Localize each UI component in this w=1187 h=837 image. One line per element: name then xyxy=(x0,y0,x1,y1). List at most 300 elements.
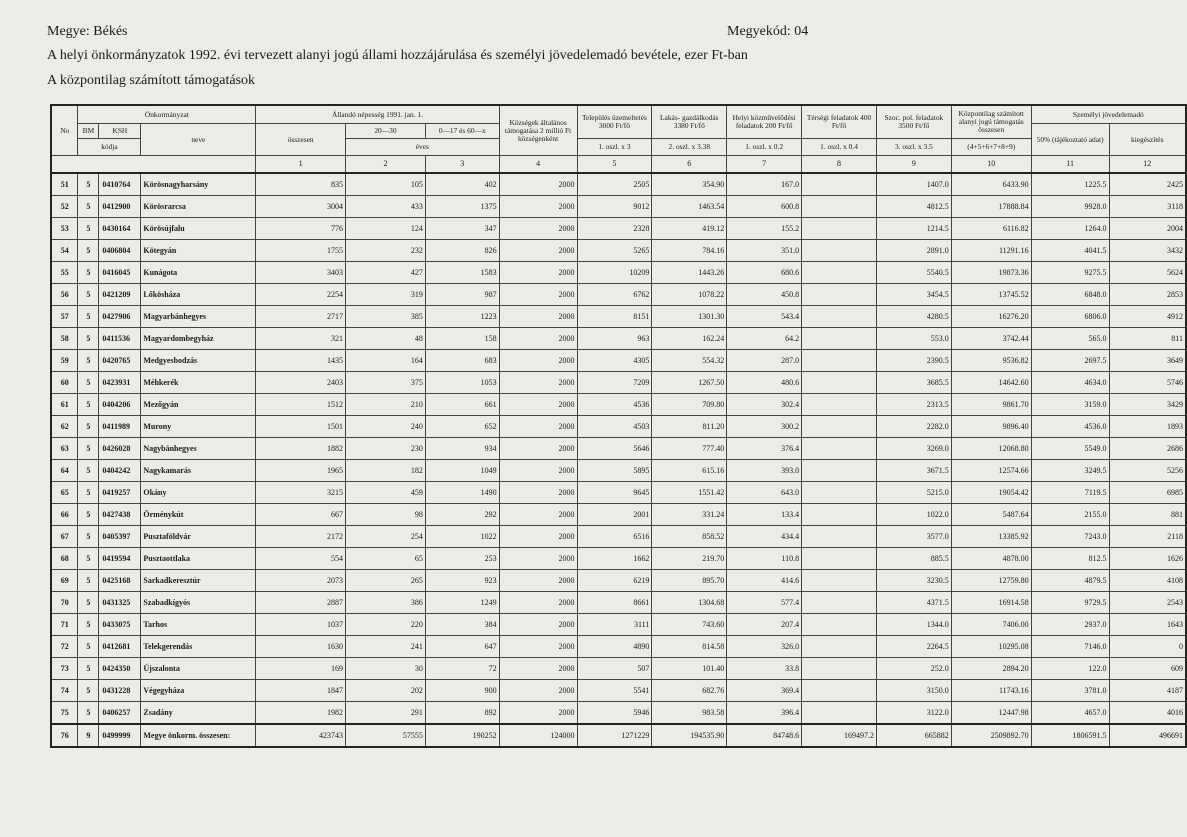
cell-telepules: 4305 xyxy=(577,350,652,372)
cell-bm: 5 xyxy=(78,438,99,460)
table-row xyxy=(51,284,1186,306)
cell-kieg: 0 xyxy=(1109,636,1186,658)
cell-osszesen: 1882 xyxy=(256,438,346,460)
cell-szja-50: 7146.0 xyxy=(1031,636,1109,658)
table-row xyxy=(51,240,1186,262)
cell-kieg: 811 xyxy=(1109,328,1186,350)
cell-age-0-17: 652 xyxy=(425,416,499,438)
cell-kozp: 3742.44 xyxy=(951,328,1031,350)
cell-age-20-30: 124 xyxy=(346,218,426,240)
cell-helyi: 302.4 xyxy=(727,394,802,416)
cell-kieg: 1626 xyxy=(1109,548,1186,570)
cell-kozp: 12447.98 xyxy=(951,702,1031,725)
cell-helyi: 480.6 xyxy=(727,372,802,394)
cell-tersegi xyxy=(802,306,877,328)
cell-helyi: 84748.6 xyxy=(727,724,802,747)
cell-kozsegek: 2000 xyxy=(499,702,577,725)
cell-ksh: 0499999 xyxy=(99,724,141,747)
cell-bm: 5 xyxy=(78,240,99,262)
cell-osszesen: 2403 xyxy=(256,372,346,394)
cell-kozsegek: 2000 xyxy=(499,196,577,218)
cell-telepules: 2505 xyxy=(577,173,652,196)
cell-age-20-30: 220 xyxy=(346,614,426,636)
cell-name: Pusztaottlaka xyxy=(141,548,256,570)
cell-age-20-30: 48 xyxy=(346,328,426,350)
cell-kieg: 2543 xyxy=(1109,592,1186,614)
cell-osszesen: 1512 xyxy=(256,394,346,416)
cell-kozsegek: 2000 xyxy=(499,173,577,196)
cell-telepules: 5895 xyxy=(577,460,652,482)
cell-name: Okány xyxy=(141,482,256,504)
cell-name: Magyardombegyház xyxy=(141,328,256,350)
cell-age-0-17: 987 xyxy=(425,284,499,306)
cell-name: Mezőgyán xyxy=(141,394,256,416)
col-kozp-header: Központilag számított alanyi jogú támogatás összesen xyxy=(951,105,1031,139)
cell-telepules: 6516 xyxy=(577,526,652,548)
cell-bm: 5 xyxy=(78,592,99,614)
cell-kozsegek: 2000 xyxy=(499,306,577,328)
cell-osszesen: 1755 xyxy=(256,240,346,262)
cell-lakas: 331.24 xyxy=(652,504,727,526)
cell-age-0-17: 923 xyxy=(425,570,499,592)
cell-kozp: 16276.20 xyxy=(951,306,1031,328)
cell-age-20-30: 265 xyxy=(346,570,426,592)
cell-tersegi xyxy=(802,504,877,526)
cell-telepules: 7209 xyxy=(577,372,652,394)
cell-szja-50: 9729.5 xyxy=(1031,592,1109,614)
cell-age-20-30: 202 xyxy=(346,680,426,702)
cell-name: Nagybánhegyes xyxy=(141,438,256,460)
cell-kieg: 496691 xyxy=(1109,724,1186,747)
col-lakas-formula: 2. oszl. x 3.38 xyxy=(652,139,727,156)
cell-kieg: 4016 xyxy=(1109,702,1186,725)
cell-szja-50: 3249.5 xyxy=(1031,460,1109,482)
cell-no: 52 xyxy=(51,196,78,218)
cell-kieg: 3118 xyxy=(1109,196,1186,218)
cell-telepules: 6219 xyxy=(577,570,652,592)
cell-ksh: 0427438 xyxy=(99,504,141,526)
cell-lakas: 682.76 xyxy=(652,680,727,702)
col-szja-50-header: 50% (tájékoztató adat) xyxy=(1031,124,1109,156)
cell-age-20-30: 385 xyxy=(346,306,426,328)
col-number: 8 xyxy=(802,156,877,174)
cell-age-20-30: 386 xyxy=(346,592,426,614)
cell-osszesen: 1982 xyxy=(256,702,346,725)
col-number: 7 xyxy=(727,156,802,174)
cell-telepules: 4503 xyxy=(577,416,652,438)
cell-age-20-30: 232 xyxy=(346,240,426,262)
cell-kozsegek: 2000 xyxy=(499,416,577,438)
cell-kozp: 12574.66 xyxy=(951,460,1031,482)
cell-no: 55 xyxy=(51,262,78,284)
cell-szoc: 252.0 xyxy=(876,658,951,680)
cell-tersegi xyxy=(802,196,877,218)
cell-telepules: 1271229 xyxy=(577,724,652,747)
cell-age-0-17: 647 xyxy=(425,636,499,658)
cell-kozsegek: 2000 xyxy=(499,218,577,240)
cell-telepules: 2328 xyxy=(577,218,652,240)
cell-szoc: 5540.5 xyxy=(876,262,951,284)
cell-lakas: 709.80 xyxy=(652,394,727,416)
cell-szoc: 5215.0 xyxy=(876,482,951,504)
cell-telepules: 3111 xyxy=(577,614,652,636)
cell-ksh: 0431325 xyxy=(99,592,141,614)
cell-osszesen: 2717 xyxy=(256,306,346,328)
cell-lakas: 101.40 xyxy=(652,658,727,680)
cell-age-20-30: 240 xyxy=(346,416,426,438)
cell-bm: 5 xyxy=(78,416,99,438)
cell-helyi: 110.8 xyxy=(727,548,802,570)
cell-kozp: 2894.20 xyxy=(951,658,1031,680)
cell-tersegi xyxy=(802,372,877,394)
cell-age-0-17: 934 xyxy=(425,438,499,460)
cell-ksh: 0433075 xyxy=(99,614,141,636)
cell-helyi: 434.4 xyxy=(727,526,802,548)
county-label: Megye: Békés xyxy=(47,24,128,39)
cell-helyi: 133.4 xyxy=(727,504,802,526)
cell-age-20-30: 30 xyxy=(346,658,426,680)
cell-osszesen: 776 xyxy=(256,218,346,240)
cell-name: Lőkösháza xyxy=(141,284,256,306)
cell-kozsegek: 2000 xyxy=(499,372,577,394)
cell-name: Szabadkígyós xyxy=(141,592,256,614)
cell-szoc: 2891.0 xyxy=(876,240,951,262)
cell-szja-50: 5549.0 xyxy=(1031,438,1109,460)
cell-lakas: 219.70 xyxy=(652,548,727,570)
cell-age-0-17: 292 xyxy=(425,504,499,526)
cell-szoc: 4280.5 xyxy=(876,306,951,328)
cell-bm: 5 xyxy=(78,284,99,306)
cell-tersegi xyxy=(802,416,877,438)
cell-osszesen: 1435 xyxy=(256,350,346,372)
col-kieg-header: kiegészítés xyxy=(1109,124,1186,156)
table-row xyxy=(51,504,1186,526)
cell-age-0-17: 826 xyxy=(425,240,499,262)
cell-lakas: 554.32 xyxy=(652,350,727,372)
cell-kozp: 11291.16 xyxy=(951,240,1031,262)
cell-ksh: 0416045 xyxy=(99,262,141,284)
cell-osszesen: 1847 xyxy=(256,680,346,702)
cell-tersegi xyxy=(802,570,877,592)
cell-lakas: 1463.54 xyxy=(652,196,727,218)
cell-telepules: 1662 xyxy=(577,548,652,570)
cell-szja-50: 122.0 xyxy=(1031,658,1109,680)
cell-kozp: 17888.84 xyxy=(951,196,1031,218)
cell-lakas: 811.20 xyxy=(652,416,727,438)
col-osszesen-header: összesen xyxy=(256,124,346,156)
cell-name: Méhkerék xyxy=(141,372,256,394)
cell-ksh: 0425168 xyxy=(99,570,141,592)
table-row xyxy=(51,328,1186,350)
cell-osszesen: 1501 xyxy=(256,416,346,438)
cell-bm: 9 xyxy=(78,724,99,747)
cell-age-0-17: 900 xyxy=(425,680,499,702)
cell-szja-50: 1225.5 xyxy=(1031,173,1109,196)
cell-kozsegek: 2000 xyxy=(499,548,577,570)
cell-kieg: 2853 xyxy=(1109,284,1186,306)
cell-lakas: 419.12 xyxy=(652,218,727,240)
cell-kieg: 609 xyxy=(1109,658,1186,680)
cell-osszesen: 554 xyxy=(256,548,346,570)
cell-telepules: 5541 xyxy=(577,680,652,702)
cell-osszesen: 667 xyxy=(256,504,346,526)
cell-kieg: 3649 xyxy=(1109,350,1186,372)
cell-age-20-30: 375 xyxy=(346,372,426,394)
col-szoc-header: Szoc. pol. feladatok 3500 Ft/fő xyxy=(876,105,951,139)
table-row xyxy=(51,658,1186,680)
cell-szoc: 1022.0 xyxy=(876,504,951,526)
cell-bm: 5 xyxy=(78,548,99,570)
cell-ksh: 0419257 xyxy=(99,482,141,504)
cell-telepules: 8661 xyxy=(577,592,652,614)
table-row xyxy=(51,548,1186,570)
cell-szja-50: 4536.0 xyxy=(1031,416,1109,438)
cell-szoc: 2313.5 xyxy=(876,394,951,416)
cell-tersegi xyxy=(802,394,877,416)
cell-helyi: 287.0 xyxy=(727,350,802,372)
cell-szja-50: 9275.5 xyxy=(1031,262,1109,284)
cell-helyi: 64.2 xyxy=(727,328,802,350)
cell-name: Telekgerendás xyxy=(141,636,256,658)
cell-helyi: 543.4 xyxy=(727,306,802,328)
cell-name: Zsadány xyxy=(141,702,256,725)
cell-szoc: 3671.5 xyxy=(876,460,951,482)
cell-kozp: 12759.80 xyxy=(951,570,1031,592)
cell-bm: 5 xyxy=(78,702,99,725)
cell-telepules: 507 xyxy=(577,658,652,680)
cell-kozp: 19873.36 xyxy=(951,262,1031,284)
cell-bm: 5 xyxy=(78,328,99,350)
cell-tersegi xyxy=(802,438,877,460)
col-neve-header: neve xyxy=(141,124,256,156)
cell-lakas: 858.52 xyxy=(652,526,727,548)
cell-telepules: 5646 xyxy=(577,438,652,460)
cell-szja-50: 6806.0 xyxy=(1031,306,1109,328)
cell-bm: 5 xyxy=(78,196,99,218)
col-telepules-formula: 1. oszl. x 3 xyxy=(577,139,652,156)
cell-telepules: 8151 xyxy=(577,306,652,328)
cell-name: Tarhos xyxy=(141,614,256,636)
cell-tersegi xyxy=(802,592,877,614)
cell-helyi: 369.4 xyxy=(727,680,802,702)
col-eves-header: éves xyxy=(346,139,500,156)
cell-helyi: 207.4 xyxy=(727,614,802,636)
col-tersegi-header: Térségi feladatok 400 Ft/fő xyxy=(802,105,877,139)
cell-tersegi xyxy=(802,284,877,306)
cell-szoc: 665882 xyxy=(876,724,951,747)
cell-kozsegek: 2000 xyxy=(499,284,577,306)
cell-szja-50: 1806591.5 xyxy=(1031,724,1109,747)
cell-no: 58 xyxy=(51,328,78,350)
cell-tersegi xyxy=(802,526,877,548)
cell-tersegi xyxy=(802,460,877,482)
cell-age-20-30: 459 xyxy=(346,482,426,504)
cell-bm: 5 xyxy=(78,460,99,482)
cell-tersegi xyxy=(802,548,877,570)
cell-helyi: 351.0 xyxy=(727,240,802,262)
cell-helyi: 450.8 xyxy=(727,284,802,306)
cell-name: Kötegyán xyxy=(141,240,256,262)
cell-age-20-30: 319 xyxy=(346,284,426,306)
cell-kieg: 5624 xyxy=(1109,262,1186,284)
cell-szoc: 4371.5 xyxy=(876,592,951,614)
cell-age-20-30: 182 xyxy=(346,460,426,482)
cell-no: 71 xyxy=(51,614,78,636)
cell-age-20-30: 98 xyxy=(346,504,426,526)
col-number: 6 xyxy=(652,156,727,174)
cell-lakas: 743.60 xyxy=(652,614,727,636)
cell-bm: 5 xyxy=(78,350,99,372)
col-number: 5 xyxy=(577,156,652,174)
cell-osszesen: 3215 xyxy=(256,482,346,504)
cell-tersegi: 169497.2 xyxy=(802,724,877,747)
cell-helyi: 326.0 xyxy=(727,636,802,658)
cell-lakas: 895.70 xyxy=(652,570,727,592)
col-no-header: No xyxy=(51,105,78,156)
cell-no: 57 xyxy=(51,306,78,328)
cell-ksh: 0404242 xyxy=(99,460,141,482)
cell-szoc: 3454.5 xyxy=(876,284,951,306)
cell-age-20-30: 427 xyxy=(346,262,426,284)
table-row xyxy=(51,526,1186,548)
cell-kieg: 1893 xyxy=(1109,416,1186,438)
cell-lakas: 784.16 xyxy=(652,240,727,262)
cell-no: 64 xyxy=(51,460,78,482)
cell-szja-50: 7243.0 xyxy=(1031,526,1109,548)
cell-kozsegek: 124000 xyxy=(499,724,577,747)
county-code-label: Megyekód: 04 xyxy=(727,24,809,39)
cell-lakas: 354.90 xyxy=(652,173,727,196)
document-subtitle: A központilag számított támogatások xyxy=(47,73,256,88)
cell-name: Magyarbánhegyes xyxy=(141,306,256,328)
cell-lakas: 194535.90 xyxy=(652,724,727,747)
cell-kieg: 3432 xyxy=(1109,240,1186,262)
cell-telepules: 9012 xyxy=(577,196,652,218)
col-number-blank xyxy=(51,156,256,174)
cell-kieg: 881 xyxy=(1109,504,1186,526)
table-row xyxy=(51,196,1186,218)
cell-ksh: 0426028 xyxy=(99,438,141,460)
cell-name: Nagykamarás xyxy=(141,460,256,482)
cell-kieg: 5256 xyxy=(1109,460,1186,482)
cell-age-0-17: 1249 xyxy=(425,592,499,614)
col-nepesseg-header: Állandó népesség 1991. jan. 1. xyxy=(256,105,499,124)
table-row xyxy=(51,173,1186,196)
cell-bm: 5 xyxy=(78,636,99,658)
cell-no: 62 xyxy=(51,416,78,438)
cell-kieg: 2004 xyxy=(1109,218,1186,240)
cell-szoc: 3230.5 xyxy=(876,570,951,592)
cell-szoc: 4812.5 xyxy=(876,196,951,218)
cell-lakas: 162.24 xyxy=(652,328,727,350)
cell-kozsegek: 2000 xyxy=(499,504,577,526)
cell-kozp: 14642.60 xyxy=(951,372,1031,394)
cell-helyi: 680.6 xyxy=(727,262,802,284)
table-row xyxy=(51,592,1186,614)
col-helyi-formula: 1. oszl. x 0.2 xyxy=(727,139,802,156)
cell-no: 60 xyxy=(51,372,78,394)
table-row xyxy=(51,702,1186,725)
cell-szja-50: 6848.0 xyxy=(1031,284,1109,306)
cell-tersegi xyxy=(802,173,877,196)
cell-osszesen: 2073 xyxy=(256,570,346,592)
cell-ksh: 0431228 xyxy=(99,680,141,702)
col-number: 3 xyxy=(425,156,499,174)
cell-kozsegek: 2000 xyxy=(499,262,577,284)
cell-tersegi xyxy=(802,614,877,636)
cell-age-20-30: 291 xyxy=(346,702,426,725)
cell-kieg: 4187 xyxy=(1109,680,1186,702)
cell-name: Medgyesbodzás xyxy=(141,350,256,372)
cell-ksh: 0411989 xyxy=(99,416,141,438)
cell-ksh: 0405397 xyxy=(99,526,141,548)
cell-osszesen: 1630 xyxy=(256,636,346,658)
cell-osszesen: 423743 xyxy=(256,724,346,747)
cell-kozp: 2509892.70 xyxy=(951,724,1031,747)
cell-osszesen: 3004 xyxy=(256,196,346,218)
cell-age-0-17: 1053 xyxy=(425,372,499,394)
cell-ksh: 0410764 xyxy=(99,173,141,196)
cell-no: 67 xyxy=(51,526,78,548)
cell-szja-50: 9928.0 xyxy=(1031,196,1109,218)
cell-szja-50: 812.5 xyxy=(1031,548,1109,570)
cell-szoc: 1214.5 xyxy=(876,218,951,240)
cell-szja-50: 3781.0 xyxy=(1031,680,1109,702)
cell-helyi: 577.4 xyxy=(727,592,802,614)
cell-kieg: 4108 xyxy=(1109,570,1186,592)
cell-helyi: 393.0 xyxy=(727,460,802,482)
cell-telepules: 5946 xyxy=(577,702,652,725)
cell-kozsegek: 2000 xyxy=(499,328,577,350)
cell-bm: 5 xyxy=(78,570,99,592)
cell-kozsegek: 2000 xyxy=(499,482,577,504)
table-row xyxy=(51,724,1186,747)
cell-szja-50: 2697.5 xyxy=(1031,350,1109,372)
cell-helyi: 300.2 xyxy=(727,416,802,438)
cell-name: Végegyháza xyxy=(141,680,256,702)
cell-kieg: 5746 xyxy=(1109,372,1186,394)
col-number: 11 xyxy=(1031,156,1109,174)
cell-kozp: 10295.08 xyxy=(951,636,1031,658)
cell-ksh: 0406257 xyxy=(99,702,141,725)
cell-helyi: 376.4 xyxy=(727,438,802,460)
cell-kozsegek: 2000 xyxy=(499,526,577,548)
cell-osszesen: 835 xyxy=(256,173,346,196)
cell-osszesen: 169 xyxy=(256,658,346,680)
cell-age-0-17: 683 xyxy=(425,350,499,372)
cell-age-0-17: 1022 xyxy=(425,526,499,548)
cell-no: 74 xyxy=(51,680,78,702)
cell-name: Sarkadkeresztúr xyxy=(141,570,256,592)
cell-age-20-30: 210 xyxy=(346,394,426,416)
cell-telepules: 6762 xyxy=(577,284,652,306)
cell-tersegi xyxy=(802,262,877,284)
cell-lakas: 1301.30 xyxy=(652,306,727,328)
col-kozp-formula: (4+5+6+7+8+9) xyxy=(951,139,1031,156)
cell-szoc: 3150.0 xyxy=(876,680,951,702)
cell-ksh: 0404206 xyxy=(99,394,141,416)
cell-ksh: 0430164 xyxy=(99,218,141,240)
cell-szoc: 1407.0 xyxy=(876,173,951,196)
cell-szja-50: 3159.0 xyxy=(1031,394,1109,416)
cell-no: 61 xyxy=(51,394,78,416)
cell-osszesen: 2254 xyxy=(256,284,346,306)
cell-bm: 5 xyxy=(78,372,99,394)
cell-age-0-17: 253 xyxy=(425,548,499,570)
cell-osszesen: 1037 xyxy=(256,614,346,636)
cell-age-20-30: 57555 xyxy=(346,724,426,747)
cell-kieg: 2425 xyxy=(1109,173,1186,196)
